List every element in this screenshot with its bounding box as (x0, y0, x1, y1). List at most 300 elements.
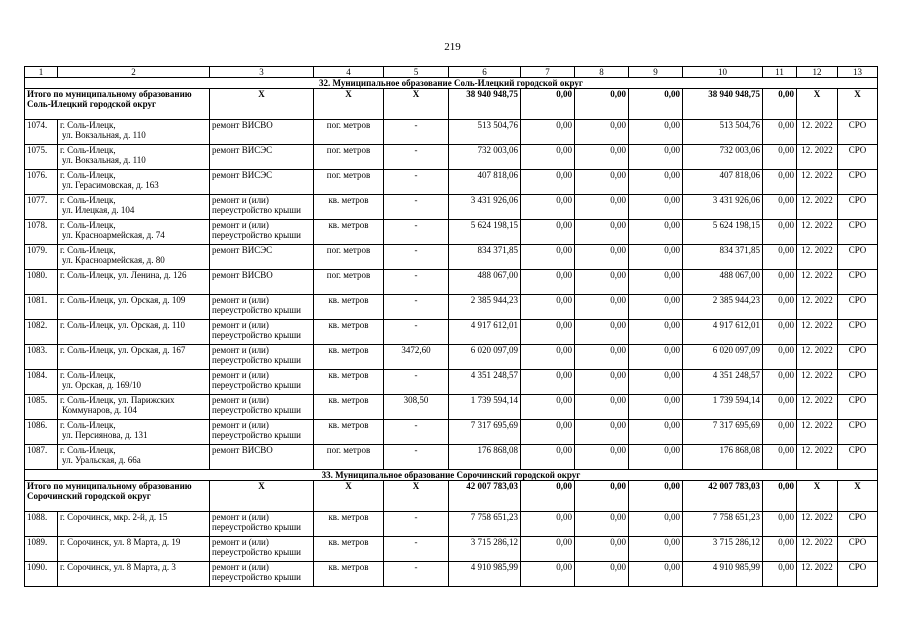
address-line-1: г. Сорочинск, ул. 8 Марта, д. 19 (60, 537, 181, 547)
work-type: ремонт ВИСЭС (210, 245, 314, 270)
total-c13: X (838, 89, 878, 120)
fund-10: 7 758 651,23 (683, 512, 763, 537)
table-row (25, 370, 878, 395)
address-line-2: ул. Красноармейская, д. 80 (62, 255, 165, 265)
unit: пог. метров (314, 170, 384, 195)
fund-10: 3 431 926,06 (683, 195, 763, 220)
row-number: 1082. (25, 320, 58, 345)
work-type: ремонт и (или) переустройство крыши (210, 562, 314, 587)
address-line-1: г. Соль-Илецк, (60, 170, 116, 180)
address-cell (58, 295, 210, 320)
fund-8: 0,00 (575, 170, 629, 195)
total-c3: X (210, 481, 314, 512)
section-title-row (25, 470, 878, 481)
total-c9: 0,00 (629, 481, 683, 512)
fund-11: 0,00 (763, 370, 797, 395)
unit: пог. метров (314, 120, 384, 145)
completion-date: 12. 2022 (797, 120, 838, 145)
fund-11: 0,00 (763, 270, 797, 295)
fund-10: 3 715 286,12 (683, 537, 763, 562)
fund-9: 0,00 (629, 295, 683, 320)
row-number: 1085. (25, 395, 58, 420)
address-line-1: г. Соль-Илецк, (60, 445, 116, 455)
address-line-2: ул. Герасимовская, д. 163 (62, 180, 159, 190)
table-row (25, 395, 878, 420)
fund-9: 0,00 (629, 195, 683, 220)
section-title-row (25, 78, 878, 89)
column-number-cell: 5 (384, 67, 449, 78)
fund-8: 0,00 (575, 295, 629, 320)
fund-10: 407 818,06 (683, 170, 763, 195)
funding-method: СРО (838, 195, 878, 220)
work-type: ремонт и (или) переустройство крыши (210, 420, 314, 445)
fund-8: 0,00 (575, 345, 629, 370)
fund-9: 0,00 (629, 370, 683, 395)
fund-10: 4 917 612,01 (683, 320, 763, 345)
work-type: ремонт и (или) переустройство крыши (210, 512, 314, 537)
address-line-1: г. Соль-Илецк, ул. Парижских (60, 395, 175, 405)
address-cell (58, 320, 210, 345)
fund-7: 0,00 (521, 345, 575, 370)
fund-9: 0,00 (629, 537, 683, 562)
funding-method: СРО (838, 295, 878, 320)
total-c3: X (210, 89, 314, 120)
fund-10: 834 371,85 (683, 245, 763, 270)
fund-11: 0,00 (763, 245, 797, 270)
fund-8: 0,00 (575, 395, 629, 420)
total-c10: 42 007 783,03 (683, 481, 763, 512)
table-row (25, 245, 878, 270)
fund-10: 513 504,76 (683, 120, 763, 145)
row-number: 1086. (25, 420, 58, 445)
fund-8: 0,00 (575, 145, 629, 170)
address-line-1: г. Соль-Илецк, (60, 245, 116, 255)
address-line-1: г. Сорочинск, ул. 8 Марта, д. 3 (60, 562, 176, 572)
total-c5: X (384, 481, 449, 512)
funding-method: СРО (838, 170, 878, 195)
fund-7: 0,00 (521, 220, 575, 245)
total-c8: 0,00 (575, 89, 629, 120)
fund-10: 4 351 248,57 (683, 370, 763, 395)
fund-9: 0,00 (629, 245, 683, 270)
quantity: - (384, 195, 449, 220)
fund-9: 0,00 (629, 562, 683, 587)
section-title: 33. Муниципальное образование Сорочинский городской округ (25, 470, 878, 481)
completion-date: 12. 2022 (797, 562, 838, 587)
column-number-cell: 4 (314, 67, 384, 78)
fund-8: 0,00 (575, 245, 629, 270)
work-type: ремонт и (или) переустройство крыши (210, 195, 314, 220)
fund-7: 0,00 (521, 120, 575, 145)
unit: кв. метров (314, 562, 384, 587)
column-number-row (25, 67, 878, 78)
fund-7: 0,00 (521, 270, 575, 295)
quantity: 3472,60 (384, 345, 449, 370)
address-line-2: Коммунаров, д. 104 (62, 405, 137, 415)
quantity: - (384, 445, 449, 470)
funding-method: СРО (838, 120, 878, 145)
quantity: - (384, 270, 449, 295)
row-number: 1087. (25, 445, 58, 470)
table-row (25, 195, 878, 220)
row-number: 1090. (25, 562, 58, 587)
address-cell (58, 170, 210, 195)
fund-10: 176 868,08 (683, 445, 763, 470)
funding-method: СРО (838, 512, 878, 537)
fund-10: 732 003,06 (683, 145, 763, 170)
fund-11: 0,00 (763, 345, 797, 370)
fund-10: 2 385 944,23 (683, 295, 763, 320)
work-type: ремонт и (или) переустройство крыши (210, 395, 314, 420)
fund-9: 0,00 (629, 220, 683, 245)
row-number: 1080. (25, 270, 58, 295)
row-number: 1076. (25, 170, 58, 195)
table-row (25, 512, 878, 537)
table-row (25, 170, 878, 195)
total-c8: 0,00 (575, 481, 629, 512)
column-number-cell: 1 (25, 67, 58, 78)
address-cell (58, 395, 210, 420)
table-row (25, 320, 878, 345)
fund-11: 0,00 (763, 120, 797, 145)
table-row (25, 345, 878, 370)
total-cost: 3 431 926,06 (449, 195, 521, 220)
address-line-2: ул. Вокзальная, д. 110 (62, 155, 146, 165)
total-c4: X (314, 89, 384, 120)
completion-date: 12. 2022 (797, 420, 838, 445)
fund-8: 0,00 (575, 270, 629, 295)
column-number-cell: 13 (838, 67, 878, 78)
total-cost: 7 317 695,69 (449, 420, 521, 445)
address-line-1: г. Соль-Илецк, ул. Ленина, д. 126 (60, 270, 187, 280)
fund-11: 0,00 (763, 170, 797, 195)
fund-11: 0,00 (763, 537, 797, 562)
fund-8: 0,00 (575, 320, 629, 345)
address-line-1: г. Сорочинск, мкр. 2-й, д. 15 (60, 512, 168, 522)
total-c11: 0,00 (763, 89, 797, 120)
total-c6: 38 940 948,75 (449, 89, 521, 120)
work-type: ремонт и (или) переустройство крыши (210, 295, 314, 320)
funding-method: СРО (838, 420, 878, 445)
funding-method: СРО (838, 445, 878, 470)
row-number: 1075. (25, 145, 58, 170)
table-row (25, 270, 878, 295)
address-line-2: ул. Красноармейская, д. 74 (62, 230, 165, 240)
address-line-1: г. Соль-Илецк, ул. Орская, д. 110 (60, 320, 186, 330)
quantity: - (384, 145, 449, 170)
fund-7: 0,00 (521, 195, 575, 220)
fund-7: 0,00 (521, 145, 575, 170)
total-c7: 0,00 (521, 481, 575, 512)
fund-9: 0,00 (629, 270, 683, 295)
total-c4: X (314, 481, 384, 512)
address-line-2: ул. Уральская, д. 66а (62, 455, 141, 465)
total-cost: 407 818,06 (449, 170, 521, 195)
row-number: 1079. (25, 245, 58, 270)
total-cost: 5 624 198,15 (449, 220, 521, 245)
total-c6: 42 007 783,03 (449, 481, 521, 512)
fund-8: 0,00 (575, 220, 629, 245)
unit: кв. метров (314, 370, 384, 395)
unit: пог. метров (314, 245, 384, 270)
fund-11: 0,00 (763, 220, 797, 245)
column-number-cell: 7 (521, 67, 575, 78)
fund-11: 0,00 (763, 420, 797, 445)
total-cost: 488 067,00 (449, 270, 521, 295)
quantity: - (384, 370, 449, 395)
funding-method: СРО (838, 537, 878, 562)
table-row (25, 562, 878, 587)
total-cost: 6 020 097,09 (449, 345, 521, 370)
completion-date: 12. 2022 (797, 270, 838, 295)
fund-8: 0,00 (575, 537, 629, 562)
total-cost: 2 385 944,23 (449, 295, 521, 320)
total-cost: 4 910 985,99 (449, 562, 521, 587)
fund-7: 0,00 (521, 537, 575, 562)
work-type: ремонт и (или) переустройство крыши (210, 345, 314, 370)
unit: кв. метров (314, 512, 384, 537)
column-number-cell: 11 (763, 67, 797, 78)
completion-date: 12. 2022 (797, 395, 838, 420)
address-line-1: г. Соль-Илецк, ул. Орская, д. 167 (60, 345, 186, 355)
unit: пог. метров (314, 270, 384, 295)
fund-10: 6 020 097,09 (683, 345, 763, 370)
completion-date: 12. 2022 (797, 320, 838, 345)
total-cost: 513 504,76 (449, 120, 521, 145)
fund-9: 0,00 (629, 395, 683, 420)
unit: кв. метров (314, 195, 384, 220)
total-c9: 0,00 (629, 89, 683, 120)
work-type: ремонт и (или) переустройство крыши (210, 370, 314, 395)
fund-9: 0,00 (629, 170, 683, 195)
row-number: 1084. (25, 370, 58, 395)
fund-10: 1 739 594,14 (683, 395, 763, 420)
address-line-2: ул. Илецкая, д. 104 (62, 205, 135, 215)
row-number: 1077. (25, 195, 58, 220)
fund-9: 0,00 (629, 345, 683, 370)
table-row (25, 420, 878, 445)
row-number: 1078. (25, 220, 58, 245)
quantity: - (384, 170, 449, 195)
total-c12: X (797, 89, 838, 120)
work-type: ремонт ВИСВО (210, 270, 314, 295)
address-cell (58, 562, 210, 587)
fund-9: 0,00 (629, 320, 683, 345)
unit: кв. метров (314, 395, 384, 420)
row-number: 1081. (25, 295, 58, 320)
section-total-row (25, 481, 878, 512)
fund-8: 0,00 (575, 512, 629, 537)
address-line-1: г. Соль-Илецк, (60, 370, 116, 380)
address-line-1: г. Соль-Илецк, (60, 420, 116, 430)
fund-9: 0,00 (629, 120, 683, 145)
work-type: ремонт и (или) переустройство крыши (210, 537, 314, 562)
fund-8: 0,00 (575, 420, 629, 445)
column-number-cell: 12 (797, 67, 838, 78)
column-number-cell: 10 (683, 67, 763, 78)
funding-method: СРО (838, 270, 878, 295)
fund-7: 0,00 (521, 562, 575, 587)
fund-8: 0,00 (575, 370, 629, 395)
fund-7: 0,00 (521, 320, 575, 345)
row-number: 1083. (25, 345, 58, 370)
address-cell (58, 220, 210, 245)
fund-8: 0,00 (575, 195, 629, 220)
total-c7: 0,00 (521, 89, 575, 120)
completion-date: 12. 2022 (797, 345, 838, 370)
address-cell (58, 145, 210, 170)
unit: кв. метров (314, 420, 384, 445)
total-c5: X (384, 89, 449, 120)
work-type: ремонт ВИСВО (210, 120, 314, 145)
total-c11: 0,00 (763, 481, 797, 512)
unit: пог. метров (314, 445, 384, 470)
fund-10: 7 317 695,69 (683, 420, 763, 445)
address-cell (58, 245, 210, 270)
row-number: 1089. (25, 537, 58, 562)
completion-date: 12. 2022 (797, 445, 838, 470)
total-cost: 732 003,06 (449, 145, 521, 170)
address-line-2: ул. Персиянова, д. 131 (62, 430, 148, 440)
address-cell (58, 445, 210, 470)
fund-9: 0,00 (629, 420, 683, 445)
quantity: - (384, 245, 449, 270)
fund-8: 0,00 (575, 562, 629, 587)
total-cost: 176 868,08 (449, 445, 521, 470)
total-cost: 3 715 286,12 (449, 537, 521, 562)
address-cell (58, 120, 210, 145)
quantity: - (384, 420, 449, 445)
column-number-cell: 2 (58, 67, 210, 78)
address-cell (58, 537, 210, 562)
address-cell (58, 345, 210, 370)
completion-date: 12. 2022 (797, 245, 838, 270)
quantity: - (384, 512, 449, 537)
total-c12: X (797, 481, 838, 512)
table-row (25, 145, 878, 170)
fund-11: 0,00 (763, 295, 797, 320)
fund-8: 0,00 (575, 120, 629, 145)
completion-date: 12. 2022 (797, 295, 838, 320)
completion-date: 12. 2022 (797, 537, 838, 562)
fund-11: 0,00 (763, 445, 797, 470)
funding-method: СРО (838, 395, 878, 420)
address-cell (58, 195, 210, 220)
funding-method: СРО (838, 562, 878, 587)
fund-11: 0,00 (763, 562, 797, 587)
capital-repair-table (24, 66, 878, 587)
fund-7: 0,00 (521, 395, 575, 420)
address-cell (58, 270, 210, 295)
table-row (25, 120, 878, 145)
address-line-2: ул. Орская, д. 169/10 (62, 380, 142, 390)
fund-11: 0,00 (763, 195, 797, 220)
funding-method: СРО (838, 220, 878, 245)
address-line-1: г. Соль-Илецк, ул. Орская, д. 109 (60, 295, 186, 305)
fund-7: 0,00 (521, 170, 575, 195)
column-number-cell: 3 (210, 67, 314, 78)
fund-9: 0,00 (629, 512, 683, 537)
total-label: Итого по муниципальному образованию Соль-Илецкий городской округ (25, 89, 210, 120)
quantity: 308,50 (384, 395, 449, 420)
column-number-cell: 6 (449, 67, 521, 78)
unit: пог. метров (314, 145, 384, 170)
fund-7: 0,00 (521, 245, 575, 270)
quantity: - (384, 562, 449, 587)
funding-method: СРО (838, 345, 878, 370)
funding-method: СРО (838, 145, 878, 170)
address-line-1: г. Соль-Илецк, (60, 220, 116, 230)
unit: кв. метров (314, 220, 384, 245)
address-cell (58, 420, 210, 445)
table-row (25, 295, 878, 320)
completion-date: 12. 2022 (797, 145, 838, 170)
row-number: 1088. (25, 512, 58, 537)
section-total-row (25, 89, 878, 120)
completion-date: 12. 2022 (797, 512, 838, 537)
funding-method: СРО (838, 320, 878, 345)
funding-method: СРО (838, 245, 878, 270)
unit: кв. метров (314, 345, 384, 370)
work-type: ремонт и (или) переустройство крыши (210, 220, 314, 245)
work-type: ремонт ВИСВО (210, 445, 314, 470)
table-row (25, 537, 878, 562)
fund-11: 0,00 (763, 320, 797, 345)
fund-9: 0,00 (629, 145, 683, 170)
unit: кв. метров (314, 537, 384, 562)
fund-11: 0,00 (763, 512, 797, 537)
address-line-1: г. Соль-Илецк, (60, 145, 116, 155)
total-label: Итого по муниципальному образованию Сорочинский городской округ (25, 481, 210, 512)
fund-11: 0,00 (763, 145, 797, 170)
section-title: 32. Муниципальное образование Соль-Илецкий городской округ (25, 78, 878, 89)
work-type: ремонт ВИСЭС (210, 170, 314, 195)
address-line-2: ул. Вокзальная, д. 110 (62, 130, 146, 140)
quantity: - (384, 120, 449, 145)
address-cell (58, 512, 210, 537)
fund-7: 0,00 (521, 370, 575, 395)
unit: кв. метров (314, 295, 384, 320)
column-number-cell: 9 (629, 67, 683, 78)
page-number: 219 (444, 41, 461, 53)
fund-7: 0,00 (521, 295, 575, 320)
quantity: - (384, 320, 449, 345)
table-row (25, 445, 878, 470)
fund-8: 0,00 (575, 445, 629, 470)
fund-10: 4 910 985,99 (683, 562, 763, 587)
fund-7: 0,00 (521, 420, 575, 445)
row-number: 1074. (25, 120, 58, 145)
work-type: ремонт и (или) переустройство крыши (210, 320, 314, 345)
fund-7: 0,00 (521, 445, 575, 470)
address-line-1: г. Соль-Илецк, (60, 195, 116, 205)
fund-11: 0,00 (763, 395, 797, 420)
quantity: - (384, 295, 449, 320)
fund-10: 488 067,00 (683, 270, 763, 295)
address-cell (58, 370, 210, 395)
total-cost: 4 351 248,57 (449, 370, 521, 395)
table-row (25, 220, 878, 245)
total-c13: X (838, 481, 878, 512)
completion-date: 12. 2022 (797, 195, 838, 220)
fund-7: 0,00 (521, 512, 575, 537)
quantity: - (384, 537, 449, 562)
total-cost: 834 371,85 (449, 245, 521, 270)
quantity: - (384, 220, 449, 245)
column-number-cell: 8 (575, 67, 629, 78)
fund-9: 0,00 (629, 445, 683, 470)
work-type: ремонт ВИСЭС (210, 145, 314, 170)
